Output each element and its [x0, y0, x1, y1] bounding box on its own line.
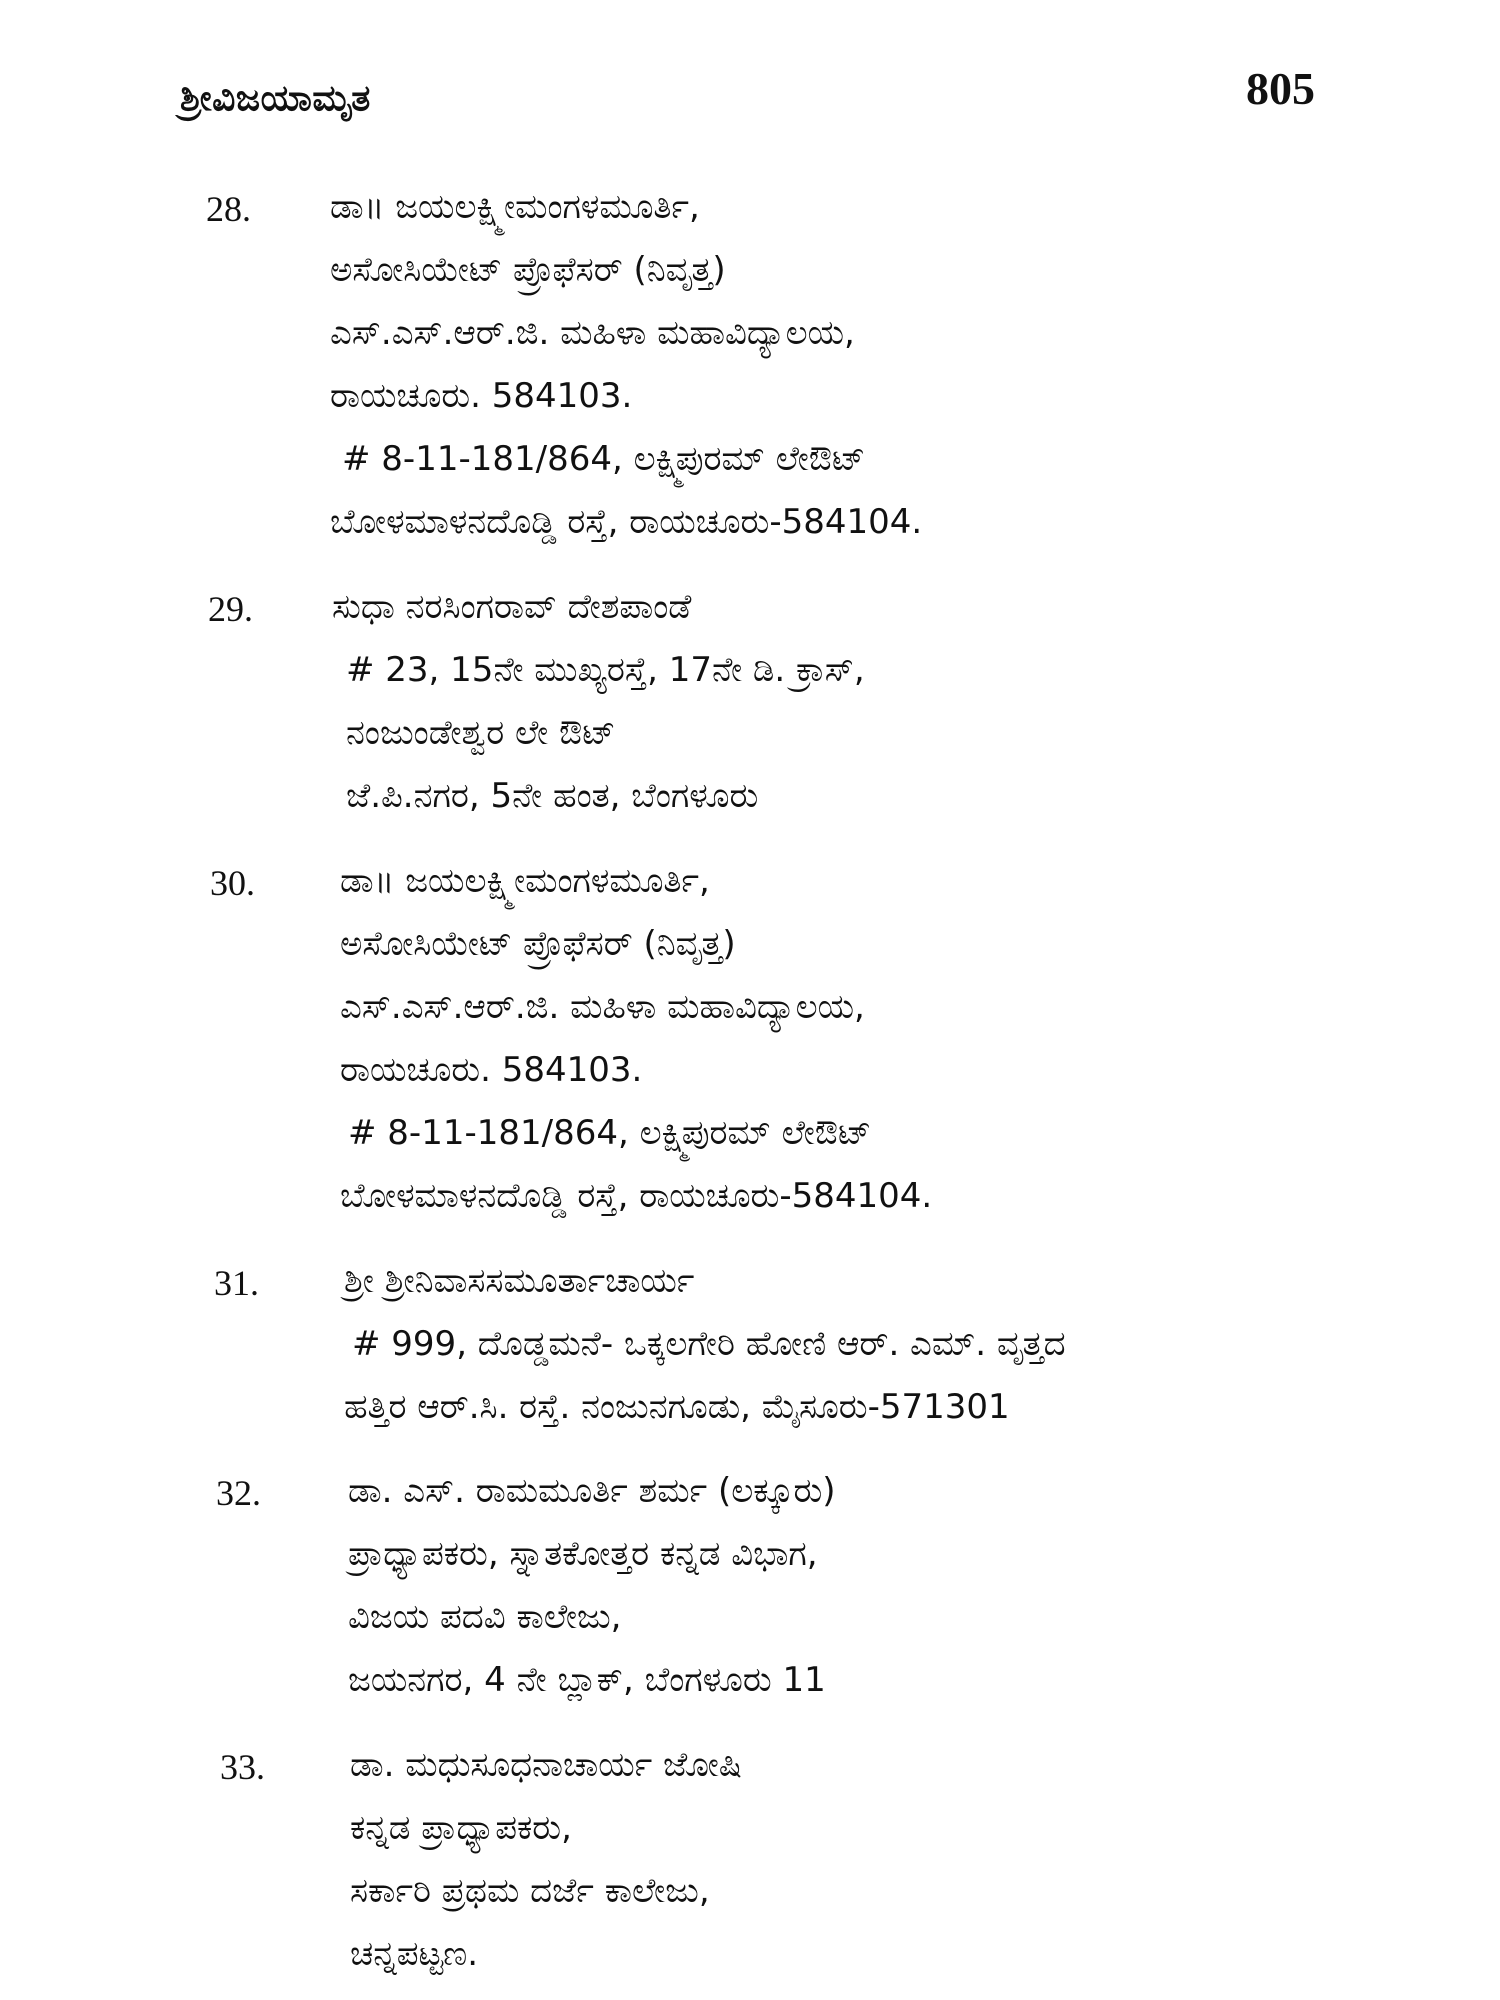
- entry-number: 33.: [220, 1747, 265, 1787]
- entry-line: ಅಸೋಸಿಯೇಟ್ ಪ್ರೊಫೆಸರ್ (ನಿವೃತ್ತ): [330, 250, 726, 290]
- entry-number: 30.: [210, 863, 255, 903]
- entry-lines: [350, 1734, 1350, 1986]
- entry-line: ಡಾ. ಎಸ್. ರಾಮಮೂರ್ತಿ ಶರ್ಮ (ಲಕ್ಕೂರು): [348, 1471, 836, 1511]
- entry-line: ಸುಧಾ ನರಸಿಂಗರಾವ್ ದೇಶಪಾಂಡೆ: [332, 587, 692, 627]
- entry-line: # 23, 15ನೇ ಮುಖ್ಯರಸ್ತೆ, 17ನೇ ಡಿ. ಕ್ರಾಸ್,: [346, 650, 865, 690]
- entry-lines: [348, 1460, 1348, 1712]
- entry-line: # 999, ದೊಡ್ಡಮನೆ- ಒಕ್ಕಲಗೇರಿ ಹೋಣಿ ಆರ್. ಎಮ್. ವೃತ್ತದ: [352, 1324, 1066, 1364]
- entry-number: 29.: [208, 589, 253, 629]
- entry-line: ಪ್ರಾಧ್ಯಾಪಕರು, ಸ್ನಾತಕೋತ್ತರ ಕನ್ನಡ ವಿಭಾಗ,: [348, 1534, 818, 1574]
- entry-line: ಜಯನಗರ, 4 ನೇ ಬ್ಲಾಕ್, ಬೆಂಗಳೂರು 11: [348, 1660, 826, 1700]
- entry-line: ಡಾ॥ ಜಯಲಕ್ಷ್ಮೀಮಂಗಳಮೂರ್ತಿ,: [330, 187, 700, 227]
- entry-number: 28.: [206, 189, 251, 229]
- entry-line: ರಾಯಚೂರು. 584103.: [340, 1050, 643, 1090]
- entry-line: # 8-11-181/864, ಲಕ್ಷ್ಮಿಪುರಮ್ ಲೇಔಟ್: [342, 439, 866, 479]
- entry-number: 32.: [216, 1473, 261, 1513]
- entry-line: ಬೋಳಮಾಳನದೊಡ್ಡಿ ರಸ್ತೆ, ರಾಯಚೂರು-584104.: [330, 502, 923, 542]
- running-head: ಶ್ರೀವಿಜಯಾಮೃತ: [180, 78, 371, 119]
- entry-line: ಕನ್ನಡ ಪ್ರಾಧ್ಯಾಪಕರು,: [350, 1808, 572, 1848]
- entry-line: ಎಸ್.ಎಸ್.ಆರ್.ಜಿ. ಮಹಿಳಾ ಮಹಾವಿದ್ಯಾಲಯ,: [330, 313, 855, 353]
- entry-line: ವಿಜಯ ಪದವಿ ಕಾಲೇಜು,: [348, 1597, 622, 1637]
- entry-number: 31.: [214, 1263, 259, 1303]
- entry-line: ಡಾ. ಮಧುಸೂಧನಾಚಾರ್ಯ ಜೋಷಿ: [350, 1745, 742, 1785]
- entry-line: ಜೆ.ಪಿ.ನಗರ, 5ನೇ ಹಂತ, ಬೆಂಗಳೂರು: [346, 776, 759, 816]
- entry-lines: [344, 1250, 1344, 1439]
- entry-line: ಡಾ॥ ಜಯಲಕ್ಷ್ಮೀಮಂಗಳಮೂರ್ತಿ,: [340, 861, 710, 901]
- entry-lines: [332, 576, 1332, 828]
- entry-line: ಅಸೋಸಿಯೇಟ್ ಪ್ರೊಫೆಸರ್ (ನಿವೃತ್ತ): [340, 924, 736, 964]
- entry-line: ಹತ್ತಿರ ಆರ್.ಸಿ. ರಸ್ತೆ. ನಂಜುನಗೂಡು, ಮೈಸೂರು-571301: [344, 1387, 1010, 1427]
- entry-line: ಶ್ರೀ ಶ್ರೀನಿವಾಸಸಮೂರ್ತಾಚಾರ್ಯ: [344, 1261, 695, 1301]
- entry-lines: [340, 850, 1340, 1228]
- entry-line: ಬೋಳಮಾಳನದೊಡ್ಡಿ ರಸ್ತೆ, ರಾಯಚೂರು-584104.: [340, 1176, 933, 1216]
- entry-line: ಚನ್ನಪಟ್ಟಣ.: [350, 1934, 479, 1974]
- entry-line: ರಾಯಚೂರು. 584103.: [330, 376, 633, 416]
- entry-line: ಎಸ್.ಎಸ್.ಆರ್.ಜಿ. ಮಹಿಳಾ ಮಹಾವಿದ್ಯಾಲಯ,: [340, 987, 865, 1027]
- entry-line: ನಂಜುಂಡೇಶ್ವರ ಲೇ ಔಟ್: [346, 713, 616, 753]
- entry-line: ಸರ್ಕಾರಿ ಪ್ರಥಮ ದರ್ಜೆ ಕಾಲೇಜು,: [350, 1871, 710, 1911]
- entry-line: # 8-11-181/864, ಲಕ್ಷ್ಮಿಪುರಮ್ ಲೇಔಟ್: [348, 1113, 872, 1153]
- page-number: 805: [1246, 63, 1315, 114]
- entry-lines: [330, 176, 1330, 554]
